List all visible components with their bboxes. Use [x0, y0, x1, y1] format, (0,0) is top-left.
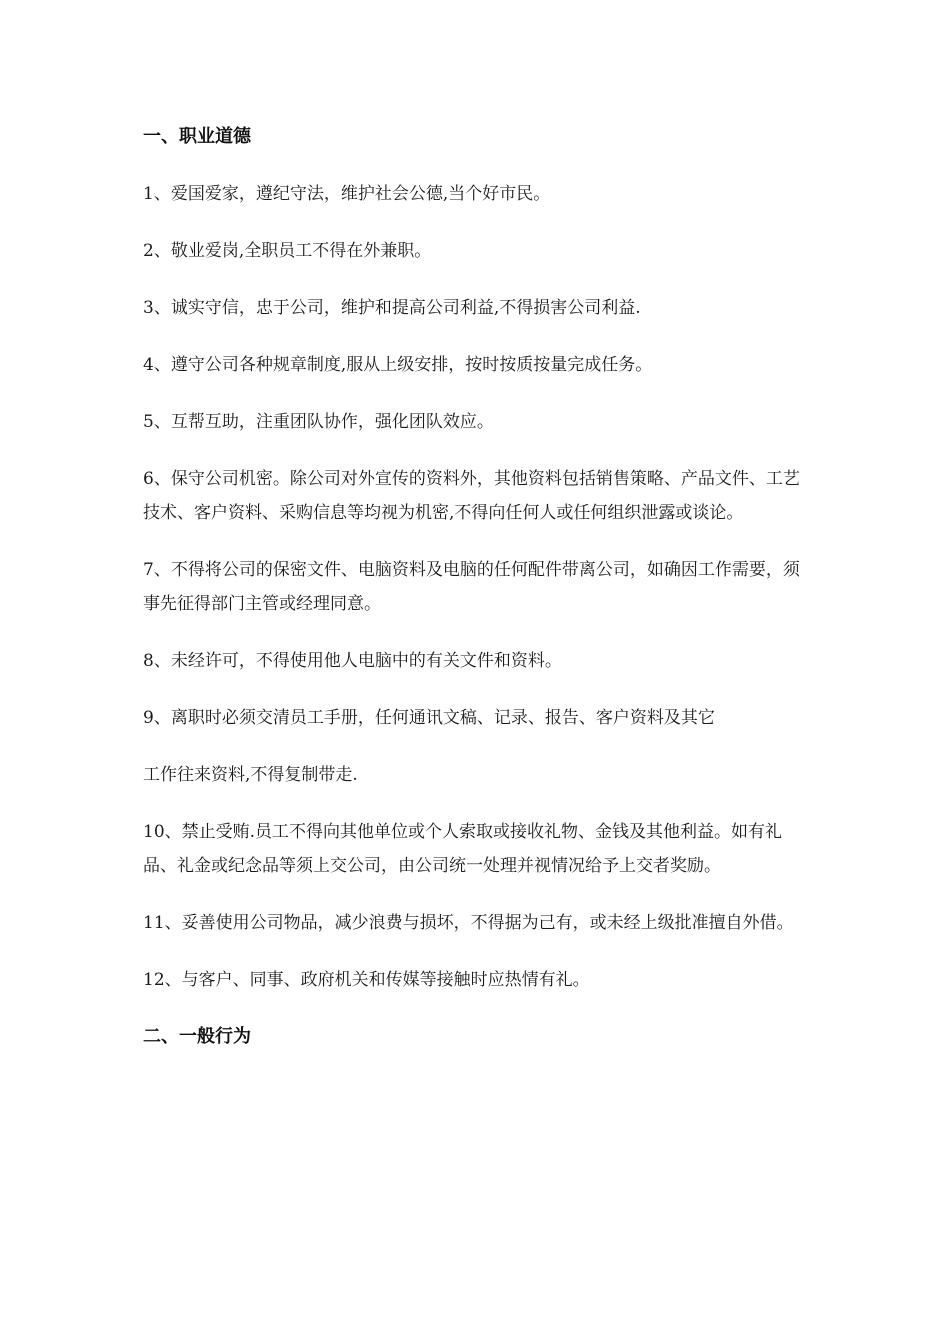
list-item: 1、爱国爱家，遵纪守法，维护社会公德,当个好市民。 — [143, 184, 551, 204]
list-item: 6、保守公司机密。除公司对外宣传的资料外，其他资料包括销售策略、产品文件、工艺技术、客户资料、采购信息等均视为机密,不得向任何人或任何组织泄露或谈论。 — [143, 469, 800, 523]
list-item: 8、未经许可，不得使用他人电脑中的有关文件和资料。 — [143, 651, 562, 671]
document-body — [143, 120, 815, 1054]
section-heading-professional-ethics: 一、职业道德 — [143, 126, 251, 147]
section-heading-general-conduct: 二、一般行为 — [143, 1026, 251, 1047]
list-item: 9、离职时必须交清员工手册，任何通讯文稿、记录、报告、客户资料及其它 — [143, 708, 715, 728]
list-item: 10、禁止受贿.员工不得向其他单位或个人索取或接收礼物、金钱及其他利益。如有礼品、礼金或纪念品等须上交公司，由公司统一处理并视情况给予上交者奖励。 — [143, 822, 783, 876]
list-item: 11、妥善使用公司物品，减少浪费与损坏，不得据为己有，或未经上级批准擅自外借。 — [143, 913, 794, 933]
list-item: 7、不得将公司的保密文件、电脑资料及电脑的任何配件带离公司，如确因工作需要，须事先征得部门主管或经理同意。 — [143, 560, 800, 614]
list-item: 工作往来资料,不得复制带走. — [143, 765, 358, 785]
list-item: 12、与客户、同事、政府机关和传媒等接触时应热情有礼。 — [143, 970, 590, 990]
list-item: 5、互帮互助，注重团队协作，强化团队效应。 — [143, 412, 494, 432]
list-item: 4、遵守公司各种规章制度,服从上级安排，按时按质按量完成任务。 — [143, 355, 653, 375]
list-item: 2、敬业爱岗,全职员工不得在外兼职。 — [143, 241, 432, 261]
list-item: 3、诚实守信，忠于公司，维护和提高公司利益,不得损害公司利益. — [143, 298, 641, 318]
